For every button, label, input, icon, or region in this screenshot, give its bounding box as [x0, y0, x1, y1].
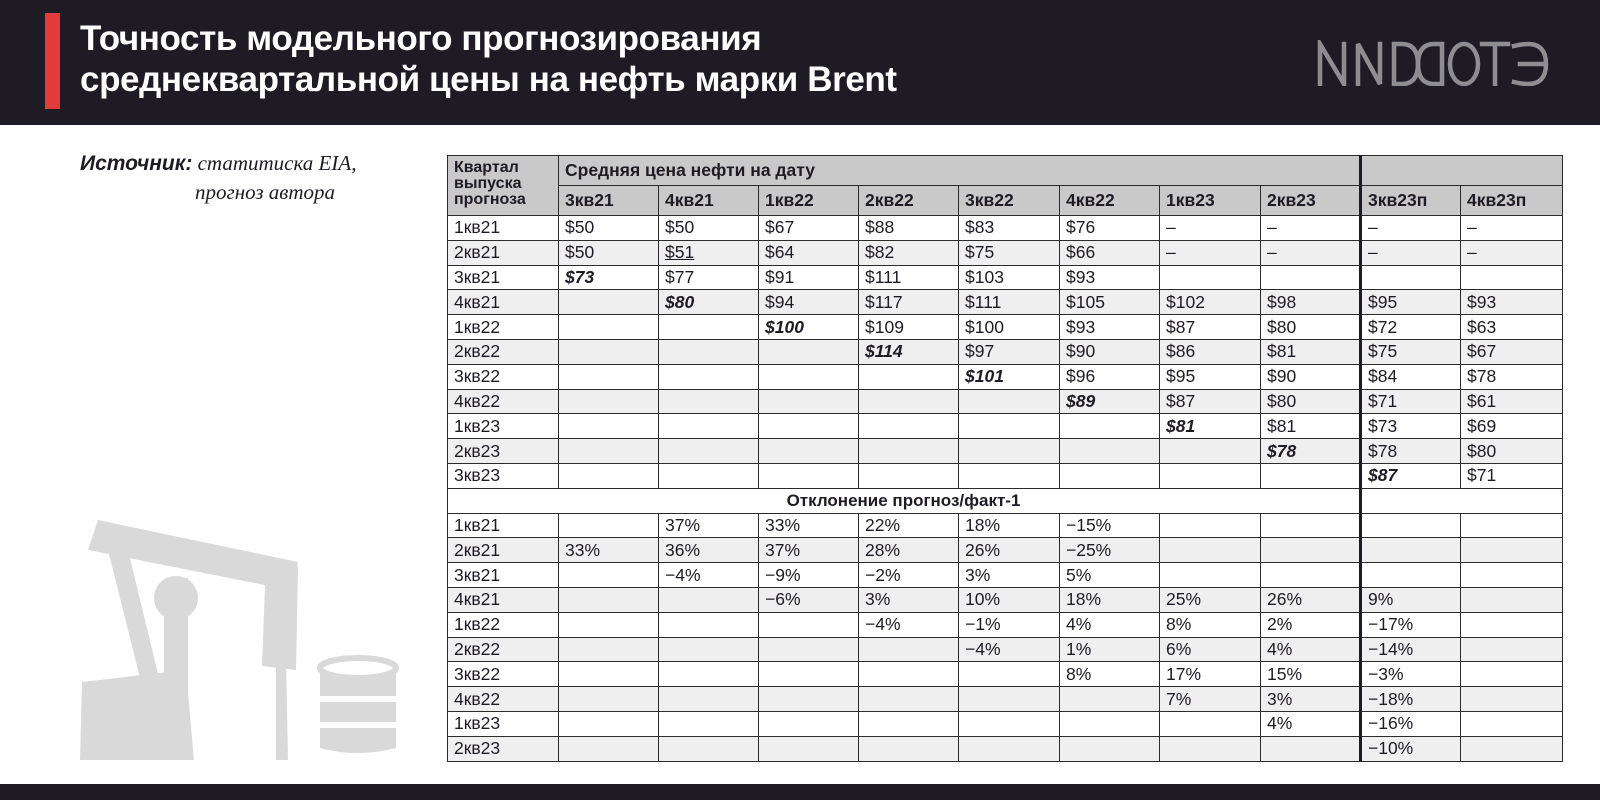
- table-row: [448, 339, 1563, 364]
- table-cell: $50: [559, 216, 659, 241]
- table-cell: [659, 637, 759, 662]
- table-cell: $67: [759, 216, 859, 241]
- table-cell: $111: [859, 265, 959, 290]
- table-row: [448, 612, 1563, 637]
- table-cell: [759, 339, 859, 364]
- accent-bar: [45, 13, 60, 109]
- source-line-2: прогноз автора: [195, 180, 336, 204]
- table-cell: 18%: [1060, 587, 1160, 612]
- table-row: [448, 414, 1563, 439]
- column-header: 4кв21: [659, 186, 759, 216]
- table-cell: [1461, 612, 1563, 637]
- column-header: 4кв22: [1060, 186, 1160, 216]
- table-cell: [659, 587, 759, 612]
- table-cell: [559, 463, 659, 488]
- table-cell: −17%: [1361, 612, 1461, 637]
- table-cell: [959, 439, 1060, 464]
- table-cell: $114: [859, 339, 959, 364]
- table-row: [448, 687, 1563, 712]
- table-cell: $117: [859, 290, 959, 315]
- table-cell: [1160, 265, 1261, 290]
- table-cell: 3%: [859, 587, 959, 612]
- table-cell: $111: [959, 290, 1060, 315]
- table-row: [448, 216, 1563, 241]
- table-cell: $91: [759, 265, 859, 290]
- row-label: 3кв23: [448, 463, 559, 488]
- row-label: 2кв23: [448, 736, 559, 761]
- table-cell: $100: [759, 315, 859, 340]
- table-cell: –: [1361, 216, 1461, 241]
- table-cell: $94: [759, 290, 859, 315]
- table-cell: $73: [559, 265, 659, 290]
- table-cell: 2%: [1261, 612, 1361, 637]
- table-cell: [1160, 463, 1261, 488]
- table-cell: −1%: [959, 612, 1060, 637]
- table-cell: [559, 513, 659, 538]
- pumpjack-pivot: [154, 576, 198, 620]
- table-cell: [559, 587, 659, 612]
- row-label: 3кв21: [448, 563, 559, 588]
- table-cell: [1461, 637, 1563, 662]
- table-cell: $76: [1060, 216, 1160, 241]
- forecast-group-header-cell: [1361, 156, 1563, 186]
- table-cell: 7%: [1160, 687, 1261, 712]
- table-row: [448, 463, 1563, 488]
- table-cell: −25%: [1060, 538, 1160, 563]
- table-cell: $102: [1160, 290, 1261, 315]
- table-row: [448, 736, 1563, 761]
- table-cell: [1160, 513, 1261, 538]
- pumpjack-base: [80, 670, 194, 760]
- table-cell: –: [1261, 240, 1361, 265]
- table-cell: [1060, 463, 1160, 488]
- table-cell: [559, 439, 659, 464]
- column-header: 4кв23п: [1461, 186, 1563, 216]
- table-cell: −10%: [1361, 736, 1461, 761]
- table-cell: [959, 736, 1060, 761]
- table-cell: 33%: [559, 538, 659, 563]
- table-row: [448, 290, 1563, 315]
- row-label: 3кв21: [448, 265, 559, 290]
- table-cell: [559, 290, 659, 315]
- table-cell: $96: [1060, 364, 1160, 389]
- table-cell: 22%: [859, 513, 959, 538]
- source-line-1: статитиска EIA,: [197, 151, 357, 175]
- table-cell: [759, 612, 859, 637]
- row-label: 4кв21: [448, 587, 559, 612]
- table-row: [448, 538, 1563, 563]
- table-cell: [1461, 513, 1563, 538]
- table-cell: 8%: [1060, 662, 1160, 687]
- table-cell: [1361, 513, 1461, 538]
- table-cell: [759, 389, 859, 414]
- table-cell: [559, 364, 659, 389]
- table-cell: $90: [1060, 339, 1160, 364]
- table-cell: –: [1160, 240, 1261, 265]
- table-cell: −4%: [659, 563, 759, 588]
- row-label: 1кв22: [448, 612, 559, 637]
- table-cell: [1160, 538, 1261, 563]
- table-cell: [1461, 711, 1563, 736]
- table-cell: [759, 414, 859, 439]
- table-cell: [659, 414, 759, 439]
- table-cell: [659, 662, 759, 687]
- table-cell: –: [1160, 216, 1261, 241]
- table-cell: [859, 463, 959, 488]
- table-cell: [759, 662, 859, 687]
- table-cell: −6%: [759, 587, 859, 612]
- table-cell: 10%: [959, 587, 1060, 612]
- table-cell: $88: [859, 216, 959, 241]
- table-cell: [659, 364, 759, 389]
- table-cell: $95: [1361, 290, 1461, 315]
- table-cell: $93: [1060, 315, 1160, 340]
- row-header-cell: Квартал выпуска прогноза: [448, 156, 559, 216]
- deviation-section-spacer: [1361, 488, 1563, 513]
- table-cell: [1461, 687, 1563, 712]
- table-cell: $80: [1261, 389, 1361, 414]
- table-cell: [1461, 563, 1563, 588]
- table-cell: 37%: [659, 513, 759, 538]
- table-cell: [1461, 587, 1563, 612]
- table-cell: [559, 612, 659, 637]
- table-cell: $87: [1160, 315, 1261, 340]
- table-cell: –: [1461, 240, 1563, 265]
- table-cell: [959, 711, 1060, 736]
- table-cell: $80: [1261, 315, 1361, 340]
- source-note: [80, 149, 356, 206]
- table-cell: [1160, 711, 1261, 736]
- table-cell: [559, 339, 659, 364]
- table-cell: 4%: [1060, 612, 1160, 637]
- table-cell: [1160, 563, 1261, 588]
- column-header: 1кв22: [759, 186, 859, 216]
- row-label: 2кв22: [448, 339, 559, 364]
- table-cell: [759, 637, 859, 662]
- table-cell: [659, 687, 759, 712]
- table-cell: [1261, 463, 1361, 488]
- column-header: 3кв23п: [1361, 186, 1461, 216]
- column-header: 2кв23: [1261, 186, 1361, 216]
- row-label: 4кв21: [448, 290, 559, 315]
- table-cell: –: [1261, 216, 1361, 241]
- table-cell: $77: [659, 265, 759, 290]
- table-cell: [1261, 736, 1361, 761]
- table-cell: 3%: [1261, 687, 1361, 712]
- title-line-2: среднеквартальной цены на нефть марки Brent: [80, 60, 897, 99]
- table-cell: $93: [1461, 290, 1563, 315]
- row-label: 2кв21: [448, 240, 559, 265]
- table-cell: 4%: [1261, 637, 1361, 662]
- table-cell: [559, 563, 659, 588]
- table-row: [448, 587, 1563, 612]
- table-cell: [759, 463, 859, 488]
- row-label: 1кв21: [448, 216, 559, 241]
- table-cell: −2%: [859, 563, 959, 588]
- deviation-section-row: [448, 488, 1563, 513]
- table-cell: −14%: [1361, 637, 1461, 662]
- table-cell: [559, 711, 659, 736]
- table-cell: $64: [759, 240, 859, 265]
- pumpjack-leg-left: [106, 542, 160, 686]
- table-cell: $100: [959, 315, 1060, 340]
- table-cell: [859, 662, 959, 687]
- table-cell: [859, 711, 959, 736]
- table-cell: $95: [1160, 364, 1261, 389]
- table-cell: [1361, 538, 1461, 563]
- table-cell: [859, 687, 959, 712]
- table-cell: [659, 711, 759, 736]
- table-cell: $78: [1361, 439, 1461, 464]
- table-cell: $78: [1461, 364, 1563, 389]
- row-label: 3кв22: [448, 364, 559, 389]
- table-cell: $89: [1060, 389, 1160, 414]
- table-row: [448, 637, 1563, 662]
- table-row: [448, 662, 1563, 687]
- table-cell: [1060, 414, 1160, 439]
- table-cell: [759, 687, 859, 712]
- table-cell: [1261, 265, 1361, 290]
- table-cell: [659, 612, 759, 637]
- table-cell: −3%: [1361, 662, 1461, 687]
- table-cell: $66: [1060, 240, 1160, 265]
- footer-bar: [0, 784, 1600, 800]
- table-cell: [859, 414, 959, 439]
- table-cell: 25%: [1160, 587, 1261, 612]
- column-header: 3кв21: [559, 186, 659, 216]
- table-row: [448, 563, 1563, 588]
- table-cell: [659, 736, 759, 761]
- table-row: [448, 240, 1563, 265]
- table-cell: [1060, 687, 1160, 712]
- table-cell: $90: [1261, 364, 1361, 389]
- table-cell: $61: [1461, 389, 1563, 414]
- table-cell: 15%: [1261, 662, 1361, 687]
- table-cell: $50: [559, 240, 659, 265]
- oil-barrel-hoop-1: [320, 696, 396, 702]
- table-cell: [559, 687, 659, 712]
- table-cell: –: [1361, 240, 1461, 265]
- table-cell: $87: [1361, 463, 1461, 488]
- table-cell: [559, 637, 659, 662]
- table-cell: [559, 736, 659, 761]
- table-cell: [1160, 736, 1261, 761]
- table-cell: [959, 414, 1060, 439]
- row-label: 4кв22: [448, 687, 559, 712]
- table-cell: [1160, 439, 1261, 464]
- table-cell: $71: [1461, 463, 1563, 488]
- table-cell: $80: [1461, 439, 1563, 464]
- table-cell: [1261, 513, 1361, 538]
- table-cell: [1461, 265, 1563, 290]
- table-cell: $81: [1160, 414, 1261, 439]
- column-header: 2кв22: [859, 186, 959, 216]
- table-cell: [559, 389, 659, 414]
- table-cell: $75: [959, 240, 1060, 265]
- table-cell: $72: [1361, 315, 1461, 340]
- row-label: 2кв23: [448, 439, 559, 464]
- table-cell: [859, 389, 959, 414]
- table-cell: [1060, 711, 1160, 736]
- table-cell: [959, 463, 1060, 488]
- table-cell: $82: [859, 240, 959, 265]
- table-row: [448, 315, 1563, 340]
- table-cell: 33%: [759, 513, 859, 538]
- table-cell: $81: [1261, 414, 1361, 439]
- table-cell: $98: [1261, 290, 1361, 315]
- table-cell: 5%: [1060, 563, 1160, 588]
- table-row: [448, 364, 1563, 389]
- table-cell: [1361, 265, 1461, 290]
- source-label: Источник:: [80, 152, 193, 175]
- table-cell: 9%: [1361, 587, 1461, 612]
- table-cell: −9%: [759, 563, 859, 588]
- oil-barrel-hoop-2: [320, 722, 396, 728]
- deviation-section-title: Отклонение прогноз/факт-1: [448, 488, 1361, 513]
- row-label: 1кв23: [448, 414, 559, 439]
- table-cell: [1461, 538, 1563, 563]
- table-cell: $101: [959, 364, 1060, 389]
- table-cell: 26%: [959, 538, 1060, 563]
- table-cell: −4%: [959, 637, 1060, 662]
- row-label: 1кв21: [448, 513, 559, 538]
- table-cell: 8%: [1160, 612, 1261, 637]
- table-cell: $78: [1261, 439, 1361, 464]
- table-cell: [1060, 736, 1160, 761]
- row-label: 2кв22: [448, 637, 559, 662]
- table-cell: 26%: [1261, 587, 1361, 612]
- forecast-accuracy-table: [447, 155, 1563, 762]
- table-cell: [1261, 538, 1361, 563]
- table-cell: [659, 439, 759, 464]
- table-cell: $63: [1461, 315, 1563, 340]
- table-cell: [959, 389, 1060, 414]
- table-cell: [1461, 736, 1563, 761]
- table-cell: [859, 736, 959, 761]
- table-cell: [659, 339, 759, 364]
- table-cell: [659, 389, 759, 414]
- table-cell: [759, 711, 859, 736]
- table-cell: 17%: [1160, 662, 1261, 687]
- table-cell: $69: [1461, 414, 1563, 439]
- table-cell: $71: [1361, 389, 1461, 414]
- column-header: 1кв23: [1160, 186, 1261, 216]
- table-cell: 37%: [759, 538, 859, 563]
- table-row: [448, 711, 1563, 736]
- table-cell: [559, 414, 659, 439]
- table-cell: [1261, 563, 1361, 588]
- table-cell: [759, 439, 859, 464]
- table-cell: –: [1461, 216, 1563, 241]
- title-line-1: Точность модельного прогнозирования: [80, 19, 762, 58]
- table-cell: [859, 439, 959, 464]
- row-label: 1кв22: [448, 315, 559, 340]
- table-cell: [1361, 563, 1461, 588]
- infotek-logo: [1316, 40, 1552, 86]
- table-cell: [759, 736, 859, 761]
- row-label: 2кв21: [448, 538, 559, 563]
- oil-pumpjack-illustration: [76, 520, 416, 760]
- table-cell: [959, 662, 1060, 687]
- table-cell: $86: [1160, 339, 1261, 364]
- table-cell: [1060, 439, 1160, 464]
- table-cell: 28%: [859, 538, 959, 563]
- table-cell: [959, 687, 1060, 712]
- table-cell: $105: [1060, 290, 1160, 315]
- table-cell: $81: [1261, 339, 1361, 364]
- table-cell: $109: [859, 315, 959, 340]
- table-cell: [859, 364, 959, 389]
- table-cell: $87: [1160, 389, 1261, 414]
- table-cell: $73: [1361, 414, 1461, 439]
- table-cell: [559, 315, 659, 340]
- table-cell: [1461, 662, 1563, 687]
- table-cell: 18%: [959, 513, 1060, 538]
- table-cell: 1%: [1060, 637, 1160, 662]
- table-cell: −18%: [1361, 687, 1461, 712]
- header-banner: [0, 0, 1600, 125]
- table-cell: −15%: [1060, 513, 1160, 538]
- table-cell: $67: [1461, 339, 1563, 364]
- table-cell: −16%: [1361, 711, 1461, 736]
- table-cell: 6%: [1160, 637, 1261, 662]
- table-cell: $93: [1060, 265, 1160, 290]
- table-cell: [559, 662, 659, 687]
- group-header-cell: Средняя цена нефти на дату: [559, 156, 1361, 186]
- table-cell: 36%: [659, 538, 759, 563]
- row-label: 1кв23: [448, 711, 559, 736]
- table-cell: $80: [659, 290, 759, 315]
- table-cell: $51: [659, 240, 759, 265]
- table-row: [448, 513, 1563, 538]
- table-cell: $84: [1361, 364, 1461, 389]
- table-cell: $83: [959, 216, 1060, 241]
- table-cell: $103: [959, 265, 1060, 290]
- table-row: [448, 439, 1563, 464]
- table-cell: 4%: [1261, 711, 1361, 736]
- table-cell: [759, 364, 859, 389]
- table-row: [448, 389, 1563, 414]
- page-title: [80, 18, 897, 100]
- table-cell: [659, 315, 759, 340]
- table-cell: −4%: [859, 612, 959, 637]
- oil-barrel-top: [320, 658, 396, 678]
- table-cell: $50: [659, 216, 759, 241]
- table-cell: [859, 637, 959, 662]
- column-header: 3кв22: [959, 186, 1060, 216]
- row-label: 4кв22: [448, 389, 559, 414]
- table-cell: $75: [1361, 339, 1461, 364]
- row-label: 3кв22: [448, 662, 559, 687]
- pumpjack-head: [262, 560, 298, 670]
- pumpjack-rod: [276, 660, 288, 760]
- table-row: [448, 265, 1563, 290]
- table-cell: $97: [959, 339, 1060, 364]
- table-cell: [659, 463, 759, 488]
- table-cell: 3%: [959, 563, 1060, 588]
